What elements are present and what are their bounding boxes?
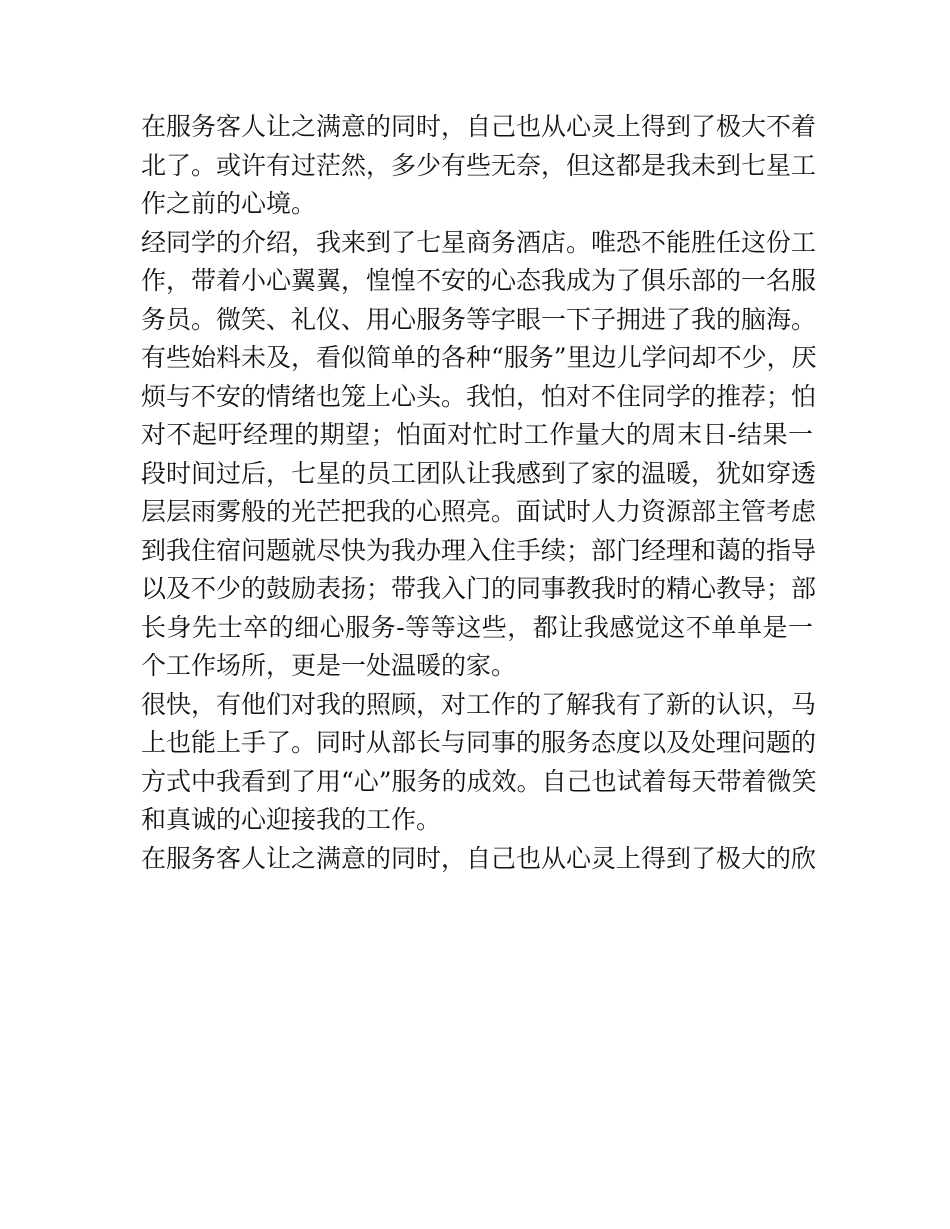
text-line: 方式中我看到了用“心”服务的成效。自己也试着每天带着微笑	[141, 766, 817, 796]
text-line: 层层雨雾般的光芒把我的心照亮。面试时人力资源部主管考虑	[141, 497, 817, 526]
text-line: 以及不少的鼓励表扬；带我入门的同事教我时的精心教导；部	[141, 574, 817, 603]
text-line: 段时间过后，七星的员工团队让我感到了家的温暖，犹如穿透	[141, 458, 817, 488]
text-line: 务员。微笑、礼仪、用心服务等字眼一下子拥进了我的脑海。	[141, 304, 817, 334]
text-line: 个工作场所，更是一处温暖的家。	[141, 651, 517, 680]
text-line: 作，带着小心翼翼，惶惶不安的心态我成为了俱乐部的一名服	[141, 266, 817, 295]
text-line: 烦与不安的情绪也笼上心头。我怕，怕对不住同学的推荐；怕	[141, 381, 817, 411]
text-line: 长身先士卒的细心服务-等等这些，都让我感觉这不单单是一	[141, 612, 813, 642]
text-line: 北了。或许有过茫然，多少有些无奈，但这都是我未到七星工	[141, 150, 817, 180]
text-line: 对不起吁经理的期望；怕面对忙时工作量大的周末日-结果一	[141, 420, 813, 449]
text-line: 上也能上手了。同时从部长与同事的服务态度以及处理问题的	[141, 728, 817, 757]
text-line: 在服务客人让之满意的同时，自己也从心灵上得到了极大不着	[141, 112, 817, 141]
text-line: 经同学的介绍，我来到了七星商务酒店。唯恐不能胜任这份工	[141, 227, 817, 257]
text-line: 和真诚的心迎接我的工作。	[141, 805, 442, 834]
text-line: 作之前的心境。	[141, 189, 317, 218]
text-line: 有些始料未及，看似简单的各种“服务”里边儿学问却不少，厌	[141, 343, 817, 372]
text-line: 到我住宿问题就尽快为我办理入住手续；部门经理和蔼的指导	[141, 535, 817, 565]
text-line: 在服务客人让之满意的同时，自己也从心灵上得到了极大的欣	[141, 843, 817, 873]
body-text	[141, 108, 817, 878]
text-line: 很快，有他们对我的照顾，对工作的了解我有了新的认识，马	[141, 689, 817, 719]
